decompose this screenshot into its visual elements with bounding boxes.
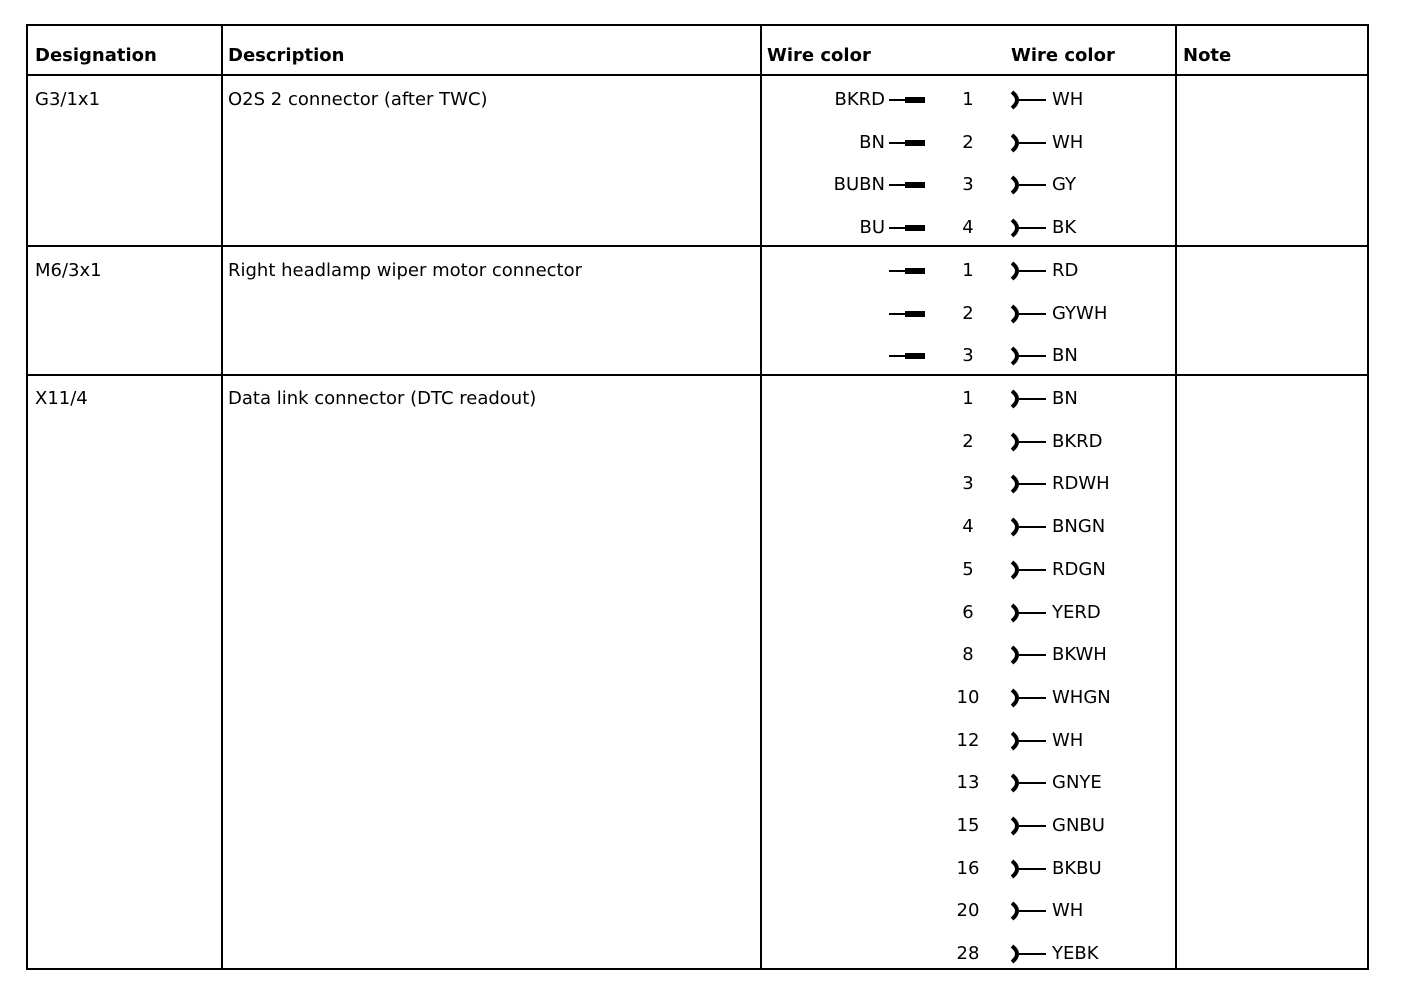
plug-terminal-icon [889, 313, 925, 315]
socket-terminal-icon [1010, 516, 1046, 538]
right-wire-color: WH [1052, 730, 1084, 751]
socket-terminal-icon [1010, 174, 1046, 196]
header-wire-color-right: Wire color [1011, 45, 1115, 66]
header-divider [28, 74, 1367, 76]
plug-terminal-icon [889, 184, 925, 186]
row-2-description: Right headlamp wiper motor connector [228, 260, 583, 281]
connector-table [26, 24, 1369, 970]
right-wire-color: WH [1052, 900, 1084, 921]
pin-number: 2 [962, 303, 974, 324]
socket-terminal-icon [1010, 89, 1046, 111]
socket-terminal-icon [1010, 687, 1046, 709]
plug-terminal-icon [889, 270, 925, 272]
plug-terminal-icon [889, 227, 925, 229]
socket-terminal-icon [1010, 644, 1046, 666]
col-divider-1 [221, 26, 223, 968]
pin-number: 12 [956, 730, 980, 751]
row-3-designation: X11/4 [35, 388, 88, 409]
right-wire-color: RDWH [1052, 473, 1110, 494]
plug-terminal-icon [889, 142, 925, 144]
header-wire-color-left: Wire color [767, 45, 871, 66]
socket-terminal-icon [1010, 602, 1046, 624]
plug-terminal-icon [889, 99, 925, 101]
right-wire-color: RDGN [1052, 559, 1106, 580]
right-wire-color: BKWH [1052, 644, 1107, 665]
right-wire-color: BN [1052, 388, 1078, 409]
right-wire-color: GNBU [1052, 815, 1105, 836]
right-wire-color: BK [1052, 217, 1077, 238]
right-wire-color: BKBU [1052, 858, 1102, 879]
pin-number: 4 [962, 217, 974, 238]
row-divider-2 [28, 374, 1367, 376]
left-wire-color: BKRD [834, 89, 885, 110]
right-wire-color: RD [1052, 260, 1079, 281]
socket-terminal-icon [1010, 772, 1046, 794]
pin-number: 4 [962, 516, 974, 537]
socket-terminal-icon [1010, 260, 1046, 282]
right-wire-color: YEBK [1052, 943, 1099, 964]
right-wire-color: GYWH [1052, 303, 1108, 324]
socket-terminal-icon [1010, 303, 1046, 325]
pin-number: 15 [956, 815, 980, 836]
pin-number: 3 [962, 473, 974, 494]
socket-terminal-icon [1010, 730, 1046, 752]
row-1-designation: G3/1x1 [35, 89, 101, 110]
socket-terminal-icon [1010, 858, 1046, 880]
right-wire-color: GY [1052, 174, 1077, 195]
row-divider-1 [28, 245, 1367, 247]
row-1-description: O2S 2 connector (after TWC) [228, 89, 488, 110]
pin-number: 5 [962, 559, 974, 580]
left-wire-color: BUBN [833, 174, 885, 195]
plug-terminal-icon [889, 355, 925, 357]
row-2-designation: M6/3x1 [35, 260, 102, 281]
pin-number: 2 [962, 132, 974, 153]
pin-number: 13 [956, 772, 980, 793]
socket-terminal-icon [1010, 431, 1046, 453]
pin-number: 1 [962, 260, 974, 281]
pin-number: 8 [962, 644, 974, 665]
pin-number: 20 [956, 900, 980, 921]
right-wire-color: BN [1052, 345, 1078, 366]
col-divider-2 [760, 26, 762, 968]
left-wire-color: BN [859, 132, 885, 153]
pin-number: 6 [962, 602, 974, 623]
right-wire-color: WH [1052, 89, 1084, 110]
pin-number: 3 [962, 345, 974, 366]
header-designation: Designation [35, 45, 157, 66]
row-3-description: Data link connector (DTC readout) [228, 388, 537, 409]
pin-number: 10 [956, 687, 980, 708]
socket-terminal-icon [1010, 388, 1046, 410]
right-wire-color: WHGN [1052, 687, 1111, 708]
socket-terminal-icon [1010, 345, 1046, 367]
col-divider-3 [1175, 26, 1177, 968]
header-description: Description [228, 45, 345, 66]
socket-terminal-icon [1010, 473, 1046, 495]
socket-terminal-icon [1010, 559, 1046, 581]
right-wire-color: YERD [1052, 602, 1101, 623]
socket-terminal-icon [1010, 900, 1046, 922]
pin-number: 16 [956, 858, 980, 879]
socket-terminal-icon [1010, 217, 1046, 239]
socket-terminal-icon [1010, 943, 1046, 965]
pin-number: 28 [956, 943, 980, 964]
right-wire-color: BKRD [1052, 431, 1103, 452]
pin-number: 1 [962, 89, 974, 110]
socket-terminal-icon [1010, 815, 1046, 837]
socket-terminal-icon [1010, 132, 1046, 154]
right-wire-color: GNYE [1052, 772, 1102, 793]
pin-number: 1 [962, 388, 974, 409]
left-wire-color: BU [859, 217, 885, 238]
right-wire-color: WH [1052, 132, 1084, 153]
right-wire-color: BNGN [1052, 516, 1106, 537]
pin-number: 2 [962, 431, 974, 452]
header-note: Note [1183, 45, 1232, 66]
pin-number: 3 [962, 174, 974, 195]
